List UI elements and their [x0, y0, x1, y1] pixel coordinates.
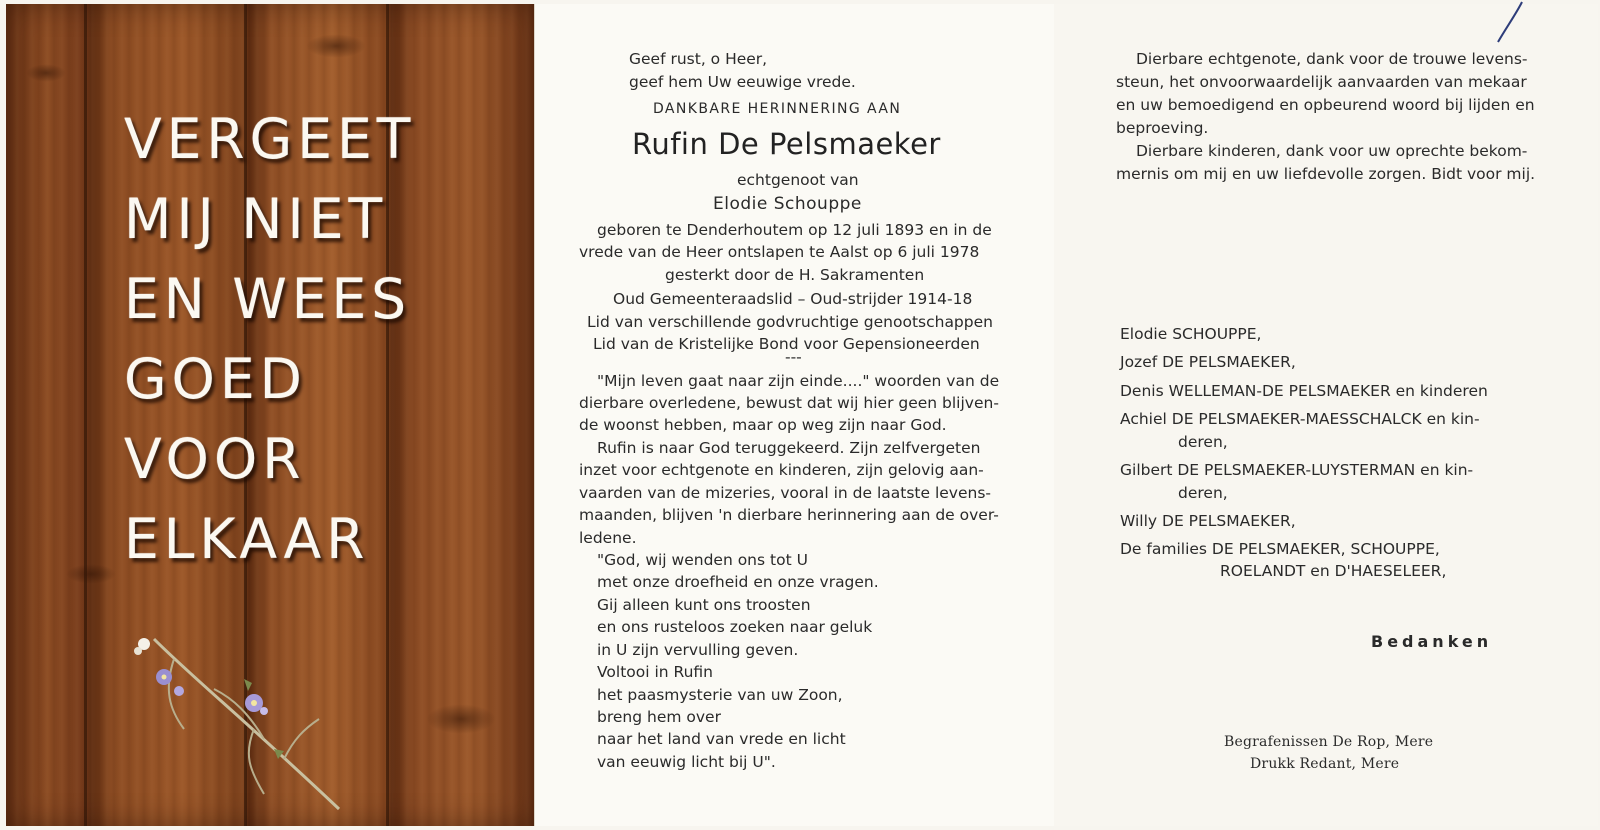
family-line: Willy DE PELSMAEKER,	[1120, 512, 1296, 530]
forget-me-not-flower-icon	[124, 619, 364, 819]
family-line: Gilbert DE PELSMAEKER-LUYSTERMAN en kin-	[1120, 461, 1474, 479]
prayer-line: Voltooi in Rufin	[597, 663, 714, 681]
spouse-label: echtgenoot van	[737, 171, 859, 189]
wood-panel-image	[6, 4, 534, 826]
motto-line: VOOR	[124, 427, 306, 491]
pen-stroke-mark	[1488, 0, 1528, 45]
family-line: De families DE PELSMAEKER, SCHOUPPE,	[1120, 540, 1440, 558]
family-line: deren,	[1178, 484, 1228, 502]
text-line: Rufin is naar God teruggekeerd. Zijn zelfvergeten	[597, 439, 981, 457]
text-line: Dierbare kinderen, dank voor uw oprechte bekom-	[1136, 142, 1528, 160]
prayer-line: "God, wij wenden ons tot U	[597, 551, 808, 569]
role-line: Oud Gemeenteraadslid – Oud-strijder 1914-18	[613, 290, 973, 308]
family-line: Elodie SCHOUPPE,	[1120, 325, 1262, 343]
separator: ---	[785, 348, 802, 366]
birth-line: geboren te Denderhoutem op 12 juli 1893 en in de	[597, 221, 992, 239]
thanks-panel	[1054, 4, 1598, 826]
text-line: "Mijn leven gaat naar zijn einde...." woorden van de	[597, 372, 1000, 390]
obituary-panel	[534, 4, 1056, 826]
text-line: en uw bemoedigend en opbeurend woord bij lijden en	[1116, 96, 1535, 114]
prayer-line: met onze droefheid en onze vragen.	[597, 573, 879, 591]
text-line: dierbare overledene, bewust dat wij hier geen blijven-	[579, 394, 999, 412]
prayer-line: Geef rust, o Heer,	[629, 50, 768, 68]
deceased-name: Rufin De Pelsmaeker	[632, 127, 941, 161]
motto-text	[124, 99, 415, 579]
role-line: Lid van de Kristelijke Bond voor Gepensioneerden	[593, 335, 980, 353]
text-line: vaarden van de mizeries, vooral in de laatste levens-	[579, 484, 991, 502]
family-line: Achiel DE PELSMAEKER-MAESSCHALCK en kin-	[1120, 410, 1480, 428]
prayer-line: in U zijn vervulling geven.	[597, 641, 799, 659]
prayer-line: het paasmysterie van uw Zoon,	[597, 686, 843, 704]
text-line: maanden, blijven 'n dierbare herinnering aan de over-	[579, 506, 999, 524]
text-line: mernis om mij en uw liefdevolle zorgen. Bidt voor mij.	[1116, 165, 1536, 183]
text-line: ledene.	[579, 529, 637, 547]
spouse-name: Elodie Schouppe	[713, 194, 862, 214]
text-line: beproeving.	[1116, 119, 1209, 137]
text-line: de woonst hebben, maar op weg zijn naar God.	[579, 416, 947, 434]
motto-line: ELKAAR	[124, 507, 370, 571]
family-line: Jozef DE PELSMAEKER,	[1120, 353, 1296, 371]
family-line: ROELANDT en D'HAESELEER,	[1220, 562, 1447, 580]
text-line: inzet voor echtgenote en kinderen, zijn gelovig aan-	[579, 461, 984, 479]
motto-line: MIJ NIET	[124, 187, 388, 251]
role-line: Lid van verschillende godvruchtige genootschappen	[587, 313, 993, 331]
sacraments-line: gesterkt door de H. Sakramenten	[665, 266, 925, 284]
motto-line: EN WEES	[124, 267, 412, 331]
prayer-line: geef hem Uw eeuwige vrede.	[629, 73, 856, 91]
text-line: steun, het onvoorwaardelijk aanvaarden van mekaar	[1116, 73, 1527, 91]
family-line: deren,	[1178, 433, 1228, 451]
undertaker-line: Begrafenissen De Rop, Mere	[1224, 734, 1434, 750]
text-line: Dierbare echtgenote, dank voor de trouwe levens-	[1136, 50, 1528, 68]
prayer-line: breng hem over	[597, 708, 721, 726]
family-line: Denis WELLEMAN-DE PELSMAEKER en kinderen	[1120, 382, 1488, 400]
prayer-line: Gij alleen kunt ons troosten	[597, 596, 811, 614]
printer-line: Drukk Redant, Mere	[1250, 756, 1400, 772]
prayer-line: van eeuwig licht bij U".	[597, 753, 776, 771]
motto-line: VERGEET	[124, 107, 416, 171]
motto-line: GOED	[124, 347, 308, 411]
memorial-heading: DANKBARE HERINNERING AAN	[653, 101, 902, 117]
prayer-line: en ons rusteloos zoeken naar geluk	[597, 618, 873, 636]
prayer-line: naar het land van vrede en licht	[597, 730, 846, 748]
death-line: vrede van de Heer ontslapen te Aalst op 6 juli 1978	[579, 243, 980, 261]
thanks-signature: Bedanken	[1371, 632, 1493, 651]
